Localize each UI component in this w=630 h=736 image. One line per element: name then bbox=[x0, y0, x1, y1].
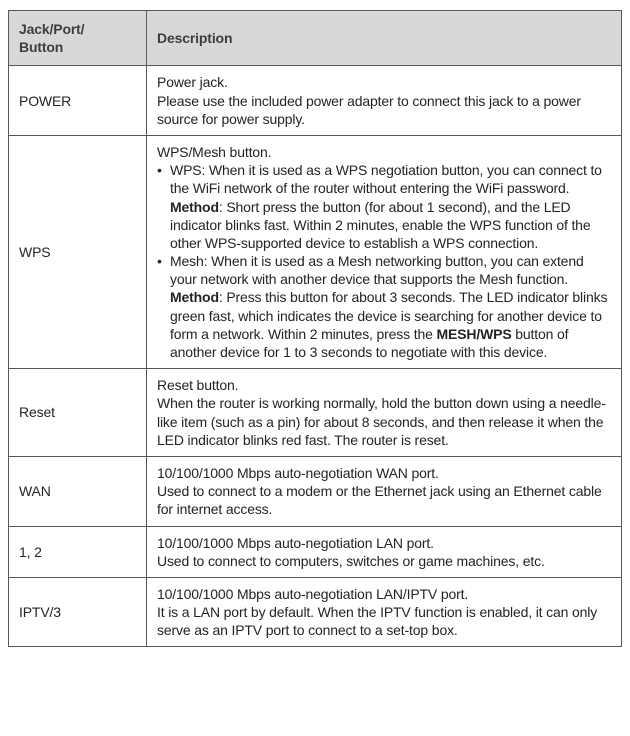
table-row bbox=[9, 526, 622, 577]
bullet-item bbox=[157, 161, 611, 252]
description-cell bbox=[147, 135, 622, 368]
header-jack-port-button-line2: Button bbox=[19, 39, 64, 56]
description-cell bbox=[147, 369, 622, 457]
description-cell bbox=[147, 66, 622, 136]
jack-port-button-cell: Reset bbox=[9, 369, 147, 457]
text-line: Method: Short press the button (for about 1 second), and the LED indicator blinks fast. Within 2 minutes, enable the WPS function of the other WPS-supported device to establish a WPS connection. bbox=[170, 198, 591, 251]
table-row bbox=[9, 456, 622, 526]
text-line: 10/100/1000 Mbps auto-negotiation LAN port. bbox=[157, 534, 434, 551]
text-line: 10/100/1000 Mbps auto-negotiation LAN/IPTV port. bbox=[157, 585, 469, 602]
table-row bbox=[9, 66, 622, 136]
table-row bbox=[9, 369, 622, 457]
paragraph bbox=[157, 73, 611, 128]
ports-table bbox=[8, 10, 622, 647]
header-jack-port-button-line1: Jack/Port/ bbox=[19, 21, 85, 37]
bullet-text bbox=[170, 252, 611, 361]
header-description: Description bbox=[147, 11, 622, 66]
description-cell bbox=[147, 456, 622, 526]
paragraph bbox=[157, 534, 611, 570]
text-line: 10/100/1000 Mbps auto-negotiation WAN port. bbox=[157, 464, 439, 481]
header-jack-port-button bbox=[9, 11, 147, 66]
text-line: Please use the included power adapter to connect this jack to a power source for power supply. bbox=[157, 92, 581, 127]
bullet-icon: • bbox=[157, 162, 162, 179]
table-body bbox=[9, 66, 622, 647]
jack-port-button-cell: WAN bbox=[9, 456, 147, 526]
text-line: Power jack. bbox=[157, 74, 228, 91]
text-line: Used to connect to a modem or the Ethernet jack using an Ethernet cable for internet access. bbox=[157, 483, 602, 518]
text-line: When the router is working normally, hold the button down using a needle-like item (such as a pin) for about 8 seconds, and then release it when the LED indicator blinks red fast. The router is reset. bbox=[157, 395, 606, 448]
description-cell bbox=[147, 577, 622, 647]
bullet-icon: • bbox=[157, 253, 162, 270]
text-line: WPS/Mesh button. bbox=[157, 143, 272, 160]
text-line: WPS: When it is used as a WPS negotiation button, you can connect to the WiFi network of the router without entering the WiFi password. bbox=[170, 162, 602, 197]
jack-port-button-cell: 1, 2 bbox=[9, 526, 147, 577]
paragraph bbox=[157, 464, 611, 519]
paragraph bbox=[157, 585, 611, 640]
text-line: Method: Press this button for about 3 seconds. The LED indicator blinks green fast, which indicates the device is searching for another device to form a network. Within 2 minutes, press the MESH/WPS button of another device for 1 to 3 seconds to negotiate with this device. bbox=[170, 289, 608, 360]
jack-port-button-cell: POWER bbox=[9, 66, 147, 136]
bullet-text bbox=[170, 161, 611, 252]
text-line: Used to connect to computers, switches or game machines, etc. bbox=[157, 552, 545, 569]
text-line: Mesh: When it is used as a Mesh networking button, you can extend your network with another device that supports the Mesh function. bbox=[170, 253, 584, 288]
bullet-item bbox=[157, 252, 611, 361]
paragraph bbox=[157, 143, 611, 161]
header-row bbox=[9, 11, 622, 66]
text-line: Reset button. bbox=[157, 377, 239, 394]
jack-port-button-cell: IPTV/3 bbox=[9, 577, 147, 647]
text-line: It is a LAN port by default. When the IPTV function is enabled, it can only serve as an IPTV port to connect to a set-top box. bbox=[157, 604, 598, 639]
table-row bbox=[9, 577, 622, 647]
table-row bbox=[9, 135, 622, 368]
paragraph bbox=[157, 376, 611, 449]
jack-port-button-cell: WPS bbox=[9, 135, 147, 368]
description-cell bbox=[147, 526, 622, 577]
